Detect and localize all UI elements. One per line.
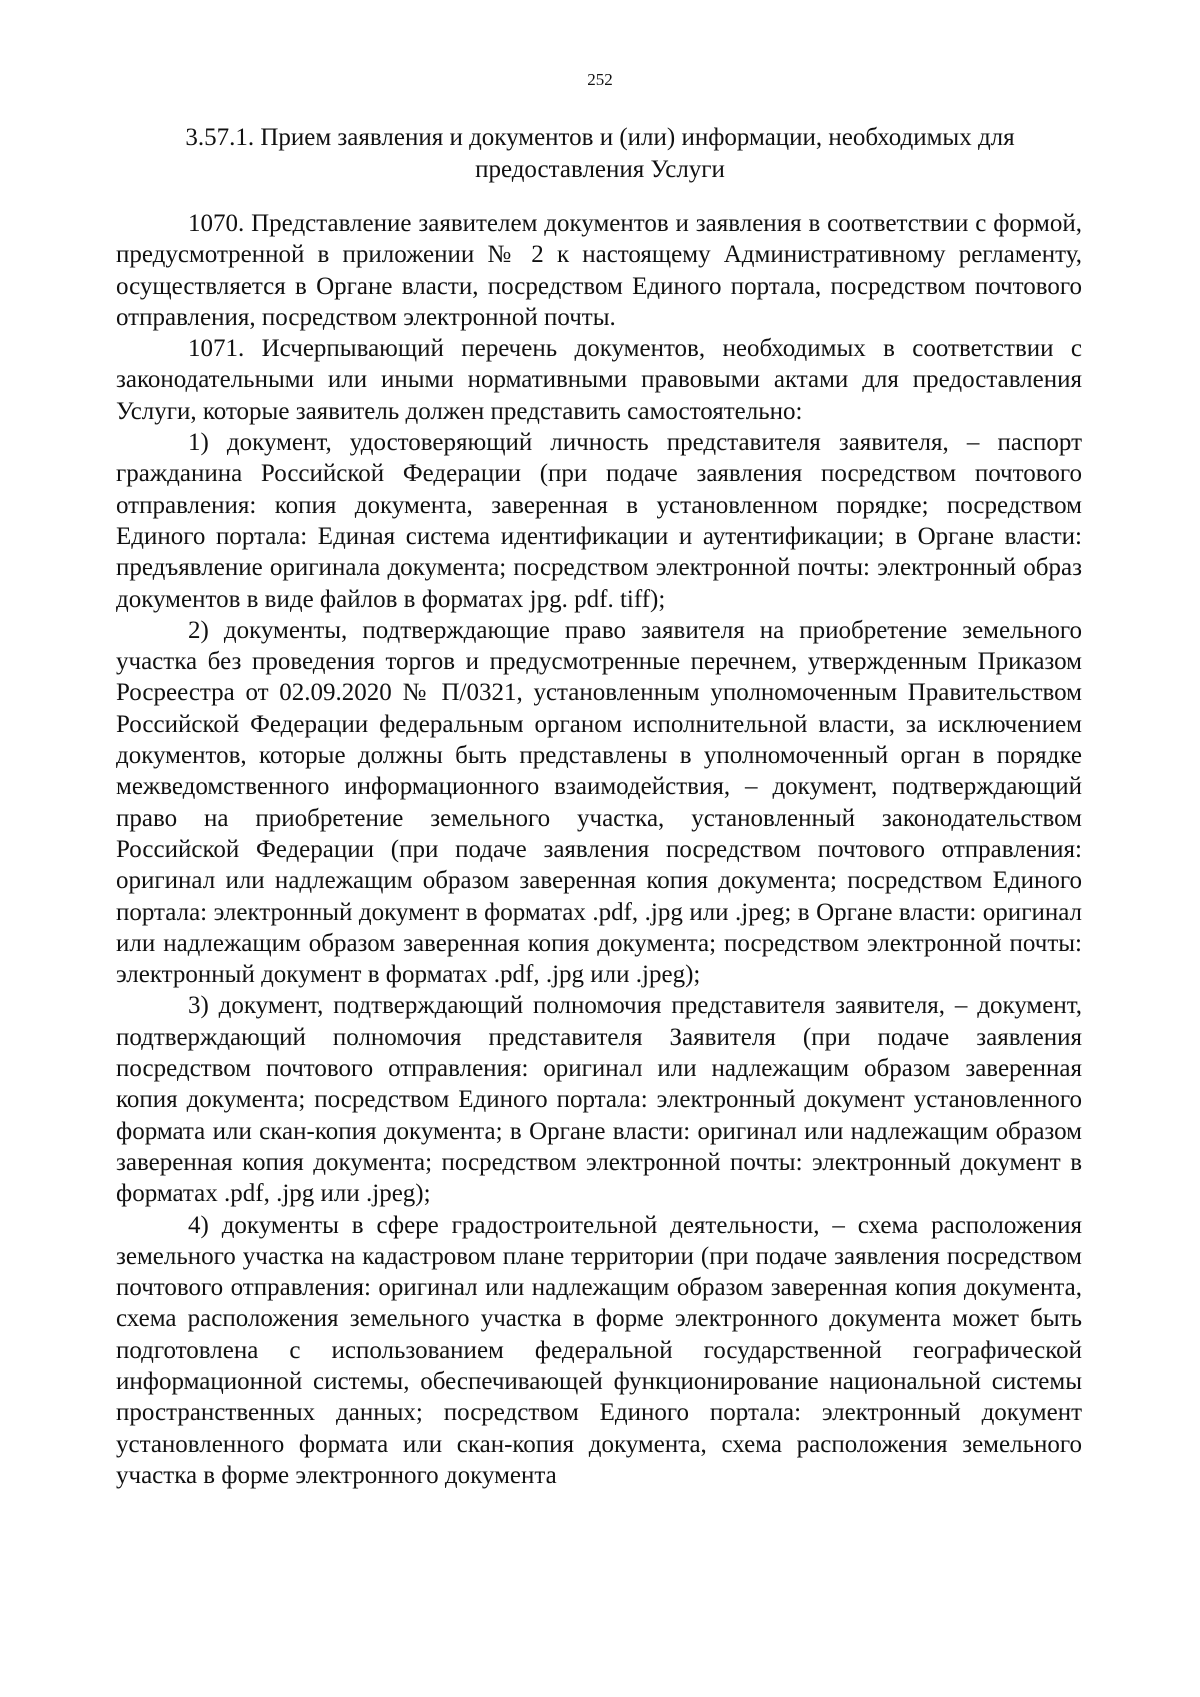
list-item-1: 1) документ, удостоверяющий личность представителя заявителя, – паспорт гражданина Российской Федерации (при подаче заявления посредством почтового отправления: копия документа, заверенная в установленном порядке; посредством Единого портала: Единая система идентификации и аутентификации; в Органе власти: предъявление оригинала документа; посредством электронной почты: электронный образ документов в виде файлов в форматах jpg. pdf. tiff); bbox=[116, 429, 1082, 613]
section-heading: 3.57.1. Прием заявления и документов и (или) информации, необходимых для предоставления Услуги bbox=[185, 124, 1015, 183]
list-item-2: 2) документы, подтверждающие право заявителя на приобретение земельного участка без проведения торгов и предусмотренные перечнем, утвержденным Приказом Росреестра от 02.09.2020 № П/0321, установленным уполномоченным Правительством Российской Федерации федеральным органом исполнительной власти, за исключением документов, которые должны быть представлены в уполномоченный орган в порядке межведомственного информационного взаимодействия, – документ, подтверждающий право на приобретение земельного участка, установленный законодательством Российской Федерации (при подаче заявления посредством почтового отправления: оригинал или надлежащим образом заверенная копия документа; посредством Единого портала: электронный документ в форматах .pdf, .jpg или .jpeg; в Органе власти: оригинал или надлежащим образом заверенная копия документа; посредством электронной почты: электронный документ в форматах .pdf, .jpg или .jpeg); bbox=[116, 616, 1082, 989]
paragraph-1070: 1070. Представление заявителем документов и заявления в соответствии с формой, предусмотренной в приложении № 2 к настоящему Административному регламенту, осуществляется в Органе власти, посредством Единого портала, посредством почтового отправления, посредством электронной почты. bbox=[116, 210, 1082, 331]
paragraph-1071: 1071. Исчерпывающий перечень документов, необходимых в соответствии с законодательными или иными нормативными правовыми актами для предоставления Услуги, которые заявитель должен представить самостоятельно: bbox=[116, 335, 1082, 425]
list-item-3: 3) документ, подтверждающий полномочия представителя заявителя, – документ, подтверждающий полномочия представителя Заявителя (при подаче заявления посредством почтового отправления: оригинал или надлежащим образом заверенная копия документа; посредством Единого портала: электронный документ установленного формата или скан-копия документа; в Органе власти: оригинал или надлежащим образом заверенная копия документа; посредством электронной почты: электронный документ в форматах .pdf, .jpg или .jpeg); bbox=[116, 992, 1082, 1208]
list-item-4: 4) документы в сфере градостроительной деятельности, – схема расположения земельного участка на кадастровом плане территории (при подаче заявления посредством почтового отправления: оригинал или надлежащим образом заверенная копия документа, схема расположения земельного участка в форме электронного документа может быть подготовлена с использованием федеральной государственной географической информационной системы, обеспечивающей функционирование национальной системы пространственных данных; посредством Единого портала: электронный документ установленного формата или скан-копия документа, схема расположения земельного участка в форме электронного документа bbox=[116, 1211, 1082, 1489]
page-number: 252 bbox=[587, 70, 613, 89]
document-body bbox=[116, 208, 1082, 1491]
